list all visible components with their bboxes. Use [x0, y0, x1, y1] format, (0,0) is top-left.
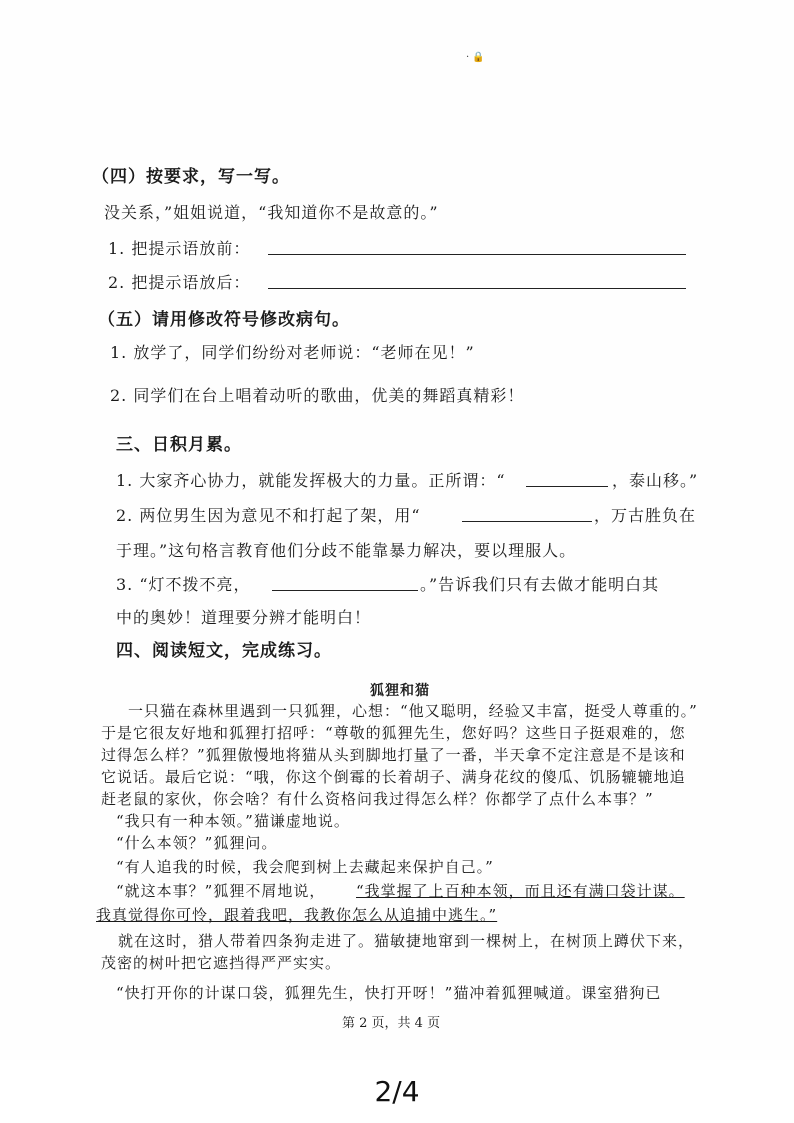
section-4-item1-label: 1. 把提示语放前： — [108, 239, 251, 258]
section-4-item2-label: 2. 把提示语放后： — [108, 273, 251, 292]
story-line: 赶老鼠的家伙，你会啥？有什么资格问我过得怎么样？你都学了点什么本事？” — [101, 790, 654, 808]
part-3-item2-mid: ，万古胜负在 — [594, 506, 697, 525]
section-5-item2: 2. 同学们在台上唱着动听的歌曲，优美的舞蹈真精彩！ — [110, 386, 525, 405]
part-3-item3-start: 3. “灯不拨不亮， — [116, 575, 251, 594]
story-line-underlined: “我掌握了上百种本领，而且还有满口袋计谋。 — [356, 882, 685, 900]
story-line: “我只有一种本领。”猫谦虚地说。 — [116, 812, 350, 830]
story-line-underlined: 我真觉得你可怜，跟着我吧，我教你怎么从追捕中逃生。” — [96, 906, 498, 924]
story-line: “就这本事？”狐狸不屑地说， — [116, 882, 326, 900]
part-3-item3-blank[interactable] — [272, 590, 418, 591]
section-5-item1: 1. 放学了，同学们纷纷对老师说：“老师在见！” — [110, 343, 475, 362]
story-line: 茂密的树叶把它遮挡得严严实实。 — [101, 954, 342, 972]
story-line: 一只猫在森林里遇到一只狐狸，心想：“他又聪明，经验又丰富，挺受人尊重的。” — [128, 702, 698, 720]
part-3-item1-end: ，泰山移。” — [612, 471, 699, 490]
part-4-title: 四、阅读短文，完成练习。 — [116, 641, 332, 661]
story-title: 狐狸和猫 — [370, 683, 430, 699]
story-line: “什么本领？”狐狸问。 — [116, 834, 278, 852]
story-line: “有人追我的时候，我会爬到树上去藏起来保护自己。” — [116, 858, 494, 876]
part-3-item2-start: 2. 两位男生因为意见不和打起了架，用“ — [116, 506, 421, 525]
part-3-item2-blank[interactable] — [462, 521, 592, 522]
story-line: 就在这时，猎人带着四条狗走进了。猫敏捷地窜到一棵树上，在树顶上蹲伏下来， — [118, 932, 695, 950]
header-mark: · 🔒 — [466, 52, 485, 63]
part-3-item1-start: 1. 大家齐心协力，就能发挥极大的力量。正所谓：“ — [116, 471, 506, 490]
part-3-item2-end: 于理。”这句格言教育他们分歧不能靠暴力解决，要以理服人。 — [116, 541, 577, 560]
story-line: 于是它很友好地和狐狸打招呼：“尊敬的狐狸先生，您好吗？这些日子挺艰难的，您 — [101, 724, 686, 742]
part-3-item3-end: 中的奥妙！道理要分辨才能明白！ — [116, 608, 372, 627]
part-3-item3-mid: 。”告诉我们只有去做才能明白其 — [420, 575, 660, 594]
part-3-item1-blank[interactable] — [526, 486, 608, 487]
section-4-title: （四）按要求，写一写。 — [92, 167, 290, 187]
section-5-title: （五）请用修改符号修改病句。 — [98, 310, 350, 330]
section-4-item1-blank[interactable] — [268, 254, 686, 255]
story-line: 它说话。最后它说：“哦，你这个倒霉的长着胡子、满身花纹的傻瓜、饥肠辘辘地追 — [101, 768, 686, 786]
section-4-sentence: 没关系，”姐姐说道，“我知道你不是故意的。” — [104, 203, 439, 222]
story-line: “快打开你的计谋口袋，狐狸先生，快打开呀！”猫冲着狐狸喊道。课室猎狗已 — [116, 984, 662, 1002]
page-footer: 第 2 页，共 4 页 — [342, 1016, 441, 1031]
section-4-item2-blank[interactable] — [268, 288, 686, 289]
page-counter: 2/4 — [374, 1075, 420, 1108]
part-3-title: 三、日积月累。 — [116, 435, 242, 455]
story-line: 过得怎么样？”狐狸傲慢地将猫从头到脚地打量了一番，半天拿不定注意是不是该和 — [101, 746, 686, 764]
